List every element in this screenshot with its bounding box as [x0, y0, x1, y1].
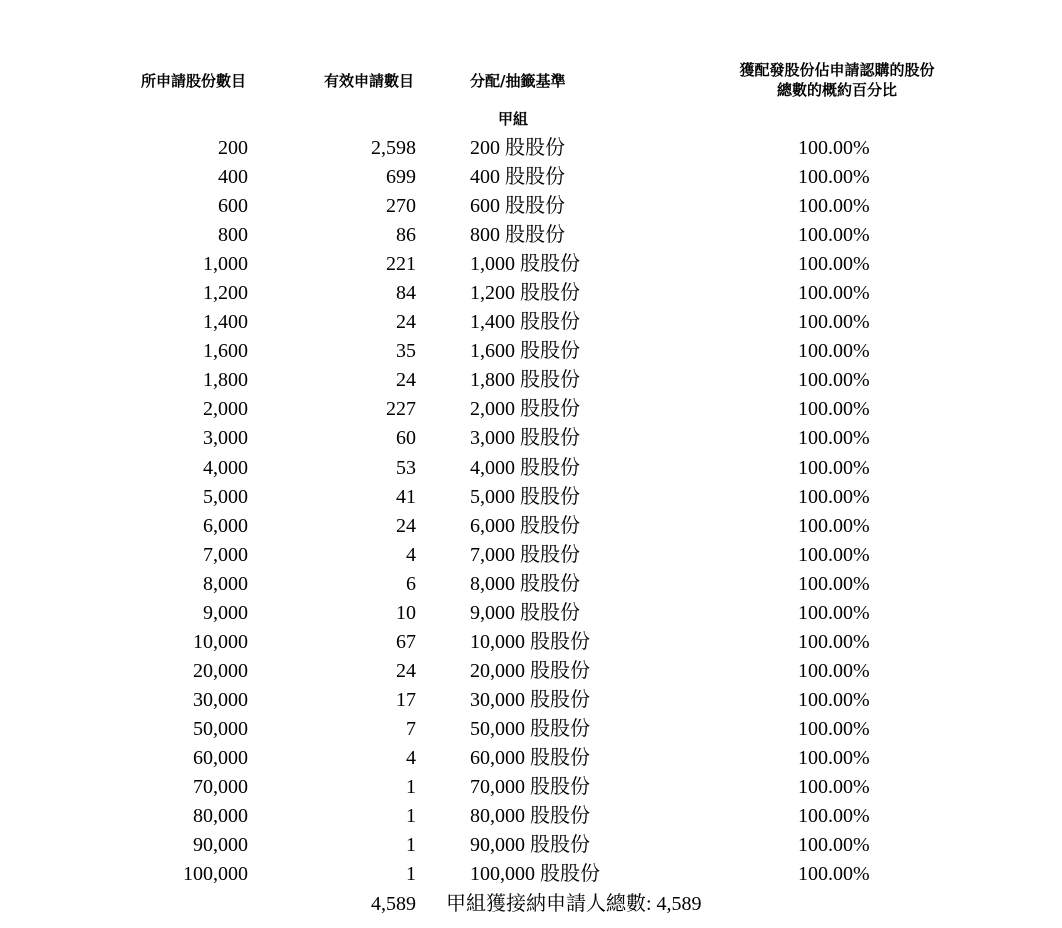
cell-approx-percentage: 100.00% [798, 834, 870, 857]
cell-approx-percentage: 100.00% [798, 514, 870, 537]
cell-applied-shares: 7,000 [203, 543, 248, 566]
cell-approx-percentage: 100.00% [798, 543, 870, 566]
cell-valid-applications: 7 [406, 717, 416, 740]
cell-valid-applications: 41 [396, 485, 416, 508]
header-valid-applications: 有效申請數目 [323, 72, 414, 90]
cell-valid-applications: 6 [406, 572, 416, 595]
cell-approx-percentage: 100.00% [798, 805, 870, 828]
cell-allocation-basis: 1,200 股股份 [470, 282, 580, 305]
table-row [0, 337, 1062, 366]
cell-applied-shares: 1,800 [203, 369, 248, 392]
cell-allocation-basis: 1,800 股股份 [470, 369, 580, 392]
cell-valid-applications: 84 [396, 282, 416, 305]
cell-allocation-basis: 4,000 股股份 [470, 456, 580, 479]
cell-valid-applications: 10 [396, 601, 416, 624]
cell-allocation-basis: 1,600 股股份 [470, 340, 580, 363]
cell-applied-shares: 80,000 [193, 805, 248, 828]
table-row [0, 744, 1062, 773]
header-allocation-basis: 分配/抽籤基準 [470, 72, 566, 90]
header-approx-percentage-line1: 獲配發股份佔申請認購的股份 [739, 61, 935, 79]
header-applied-shares: 所申請股份數目 [140, 72, 246, 90]
cell-allocation-basis: 600 股股份 [470, 195, 565, 218]
cell-allocation-basis: 1,000 股股份 [470, 253, 580, 276]
cell-valid-applications: 1 [406, 834, 416, 857]
cell-allocation-basis: 7,000 股股份 [470, 543, 580, 566]
table-row [0, 512, 1062, 541]
cell-applied-shares: 3,000 [203, 427, 248, 450]
table-row [0, 628, 1062, 657]
table-row [0, 773, 1062, 802]
cell-allocation-basis: 20,000 股股份 [470, 659, 590, 682]
cell-applied-shares: 70,000 [193, 776, 248, 799]
cell-applied-shares: 9,000 [203, 601, 248, 624]
cell-approx-percentage: 100.00% [798, 195, 870, 218]
cell-valid-applications: 24 [396, 311, 416, 334]
table-row [0, 860, 1062, 889]
cell-approx-percentage: 100.00% [798, 456, 870, 479]
cell-valid-applications: 53 [396, 456, 416, 479]
cell-applied-shares: 30,000 [193, 688, 248, 711]
cell-approx-percentage: 100.00% [798, 601, 870, 624]
table-row [0, 221, 1062, 250]
table-row [0, 657, 1062, 686]
cell-applied-shares: 2,000 [203, 398, 248, 421]
cell-approx-percentage: 100.00% [798, 776, 870, 799]
cell-valid-applications: 17 [396, 688, 416, 711]
table-footer [0, 889, 1062, 919]
cell-approx-percentage: 100.00% [798, 340, 870, 363]
accepted-applicants-summary: 甲組獲接納申請人總數: 4,589 [446, 893, 702, 915]
table-row [0, 366, 1062, 395]
table-row [0, 250, 1062, 279]
cell-valid-applications: 35 [396, 340, 416, 363]
cell-approx-percentage: 100.00% [798, 863, 870, 886]
cell-allocation-basis: 10,000 股股份 [470, 630, 590, 653]
header-approx-percentage-line2: 總數的概約百分比 [776, 81, 897, 99]
table-row [0, 802, 1062, 831]
cell-approx-percentage: 100.00% [798, 253, 870, 276]
cell-valid-applications: 227 [386, 398, 416, 421]
group-label: 甲組 [498, 110, 529, 128]
cell-approx-percentage: 100.00% [798, 398, 870, 421]
cell-valid-applications: 24 [396, 659, 416, 682]
cell-allocation-basis: 9,000 股股份 [470, 601, 580, 624]
cell-allocation-basis: 8,000 股股份 [470, 572, 580, 595]
cell-applied-shares: 20,000 [193, 659, 248, 682]
cell-approx-percentage: 100.00% [798, 282, 870, 305]
cell-valid-applications: 270 [386, 195, 416, 218]
cell-allocation-basis: 400 股股份 [470, 166, 565, 189]
cell-valid-applications: 1 [406, 805, 416, 828]
header-approx-percentage [687, 60, 987, 100]
cell-applied-shares: 1,000 [203, 253, 248, 276]
cell-allocation-basis: 80,000 股股份 [470, 805, 590, 828]
cell-approx-percentage: 100.00% [798, 166, 870, 189]
cell-allocation-basis: 70,000 股股份 [470, 776, 590, 799]
cell-allocation-basis: 3,000 股股份 [470, 427, 580, 450]
cell-allocation-basis: 30,000 股股份 [470, 688, 590, 711]
cell-valid-applications: 4 [406, 746, 416, 769]
cell-valid-applications: 2,598 [371, 137, 416, 159]
cell-valid-applications: 4 [406, 543, 416, 566]
cell-allocation-basis: 2,000 股股份 [470, 398, 580, 421]
cell-approx-percentage: 100.00% [798, 427, 870, 450]
cell-applied-shares: 90,000 [193, 834, 248, 857]
cell-valid-applications: 699 [386, 166, 416, 189]
cell-applied-shares: 800 [218, 224, 248, 247]
cell-approx-percentage: 100.00% [798, 717, 870, 740]
cell-applied-shares: 50,000 [193, 717, 248, 740]
cell-applied-shares: 400 [218, 166, 248, 189]
table-row [0, 541, 1062, 570]
cell-valid-applications: 24 [396, 514, 416, 537]
cell-allocation-basis: 100,000 股股份 [470, 863, 600, 886]
table-row [0, 279, 1062, 308]
cell-applied-shares: 1,400 [203, 311, 248, 334]
cell-valid-applications: 60 [396, 427, 416, 450]
cell-approx-percentage: 100.00% [798, 688, 870, 711]
cell-valid-applications: 221 [386, 253, 416, 276]
cell-allocation-basis: 800 股股份 [470, 224, 565, 247]
cell-applied-shares: 60,000 [193, 746, 248, 769]
table-row [0, 395, 1062, 424]
cell-approx-percentage: 100.00% [798, 630, 870, 653]
cell-approx-percentage: 100.00% [798, 224, 870, 247]
cell-valid-applications: 1 [406, 776, 416, 799]
cell-allocation-basis: 1,400 股股份 [470, 311, 580, 334]
cell-valid-applications: 1 [406, 863, 416, 886]
cell-applied-shares: 1,600 [203, 340, 248, 363]
cell-allocation-basis: 90,000 股股份 [470, 834, 590, 857]
table-row [0, 424, 1062, 453]
table-row [0, 163, 1062, 192]
cell-applied-shares: 4,000 [203, 456, 248, 479]
cell-applied-shares: 100,000 [183, 863, 248, 886]
table-row [0, 483, 1062, 512]
cell-valid-applications: 24 [396, 369, 416, 392]
table-row [0, 134, 1062, 163]
table-row [0, 192, 1062, 221]
cell-allocation-basis: 50,000 股股份 [470, 717, 590, 740]
cell-applied-shares: 8,000 [203, 572, 248, 595]
table-row [0, 308, 1062, 337]
cell-allocation-basis: 200 股股份 [470, 137, 565, 159]
cell-approx-percentage: 100.00% [798, 137, 870, 159]
cell-applied-shares: 600 [218, 195, 248, 218]
cell-approx-percentage: 100.00% [798, 311, 870, 334]
total-valid-applications: 4,589 [371, 893, 416, 915]
cell-allocation-basis: 5,000 股股份 [470, 485, 580, 508]
cell-applied-shares: 6,000 [203, 514, 248, 537]
cell-applied-shares: 200 [218, 137, 248, 159]
cell-valid-applications: 86 [396, 224, 416, 247]
table-row [0, 599, 1062, 628]
cell-approx-percentage: 100.00% [798, 572, 870, 595]
table-row [0, 715, 1062, 744]
cell-approx-percentage: 100.00% [798, 659, 870, 682]
table-row [0, 570, 1062, 599]
table-row [0, 831, 1062, 860]
cell-approx-percentage: 100.00% [798, 485, 870, 508]
cell-approx-percentage: 100.00% [798, 746, 870, 769]
cell-applied-shares: 5,000 [203, 485, 248, 508]
cell-applied-shares: 10,000 [193, 630, 248, 653]
table-body [0, 134, 1062, 889]
table-row [0, 686, 1062, 715]
cell-approx-percentage: 100.00% [798, 369, 870, 392]
cell-allocation-basis: 6,000 股股份 [470, 514, 580, 537]
cell-applied-shares: 1,200 [203, 282, 248, 305]
cell-allocation-basis: 60,000 股股份 [470, 746, 590, 769]
cell-valid-applications: 67 [396, 630, 416, 653]
table-row [0, 454, 1062, 483]
